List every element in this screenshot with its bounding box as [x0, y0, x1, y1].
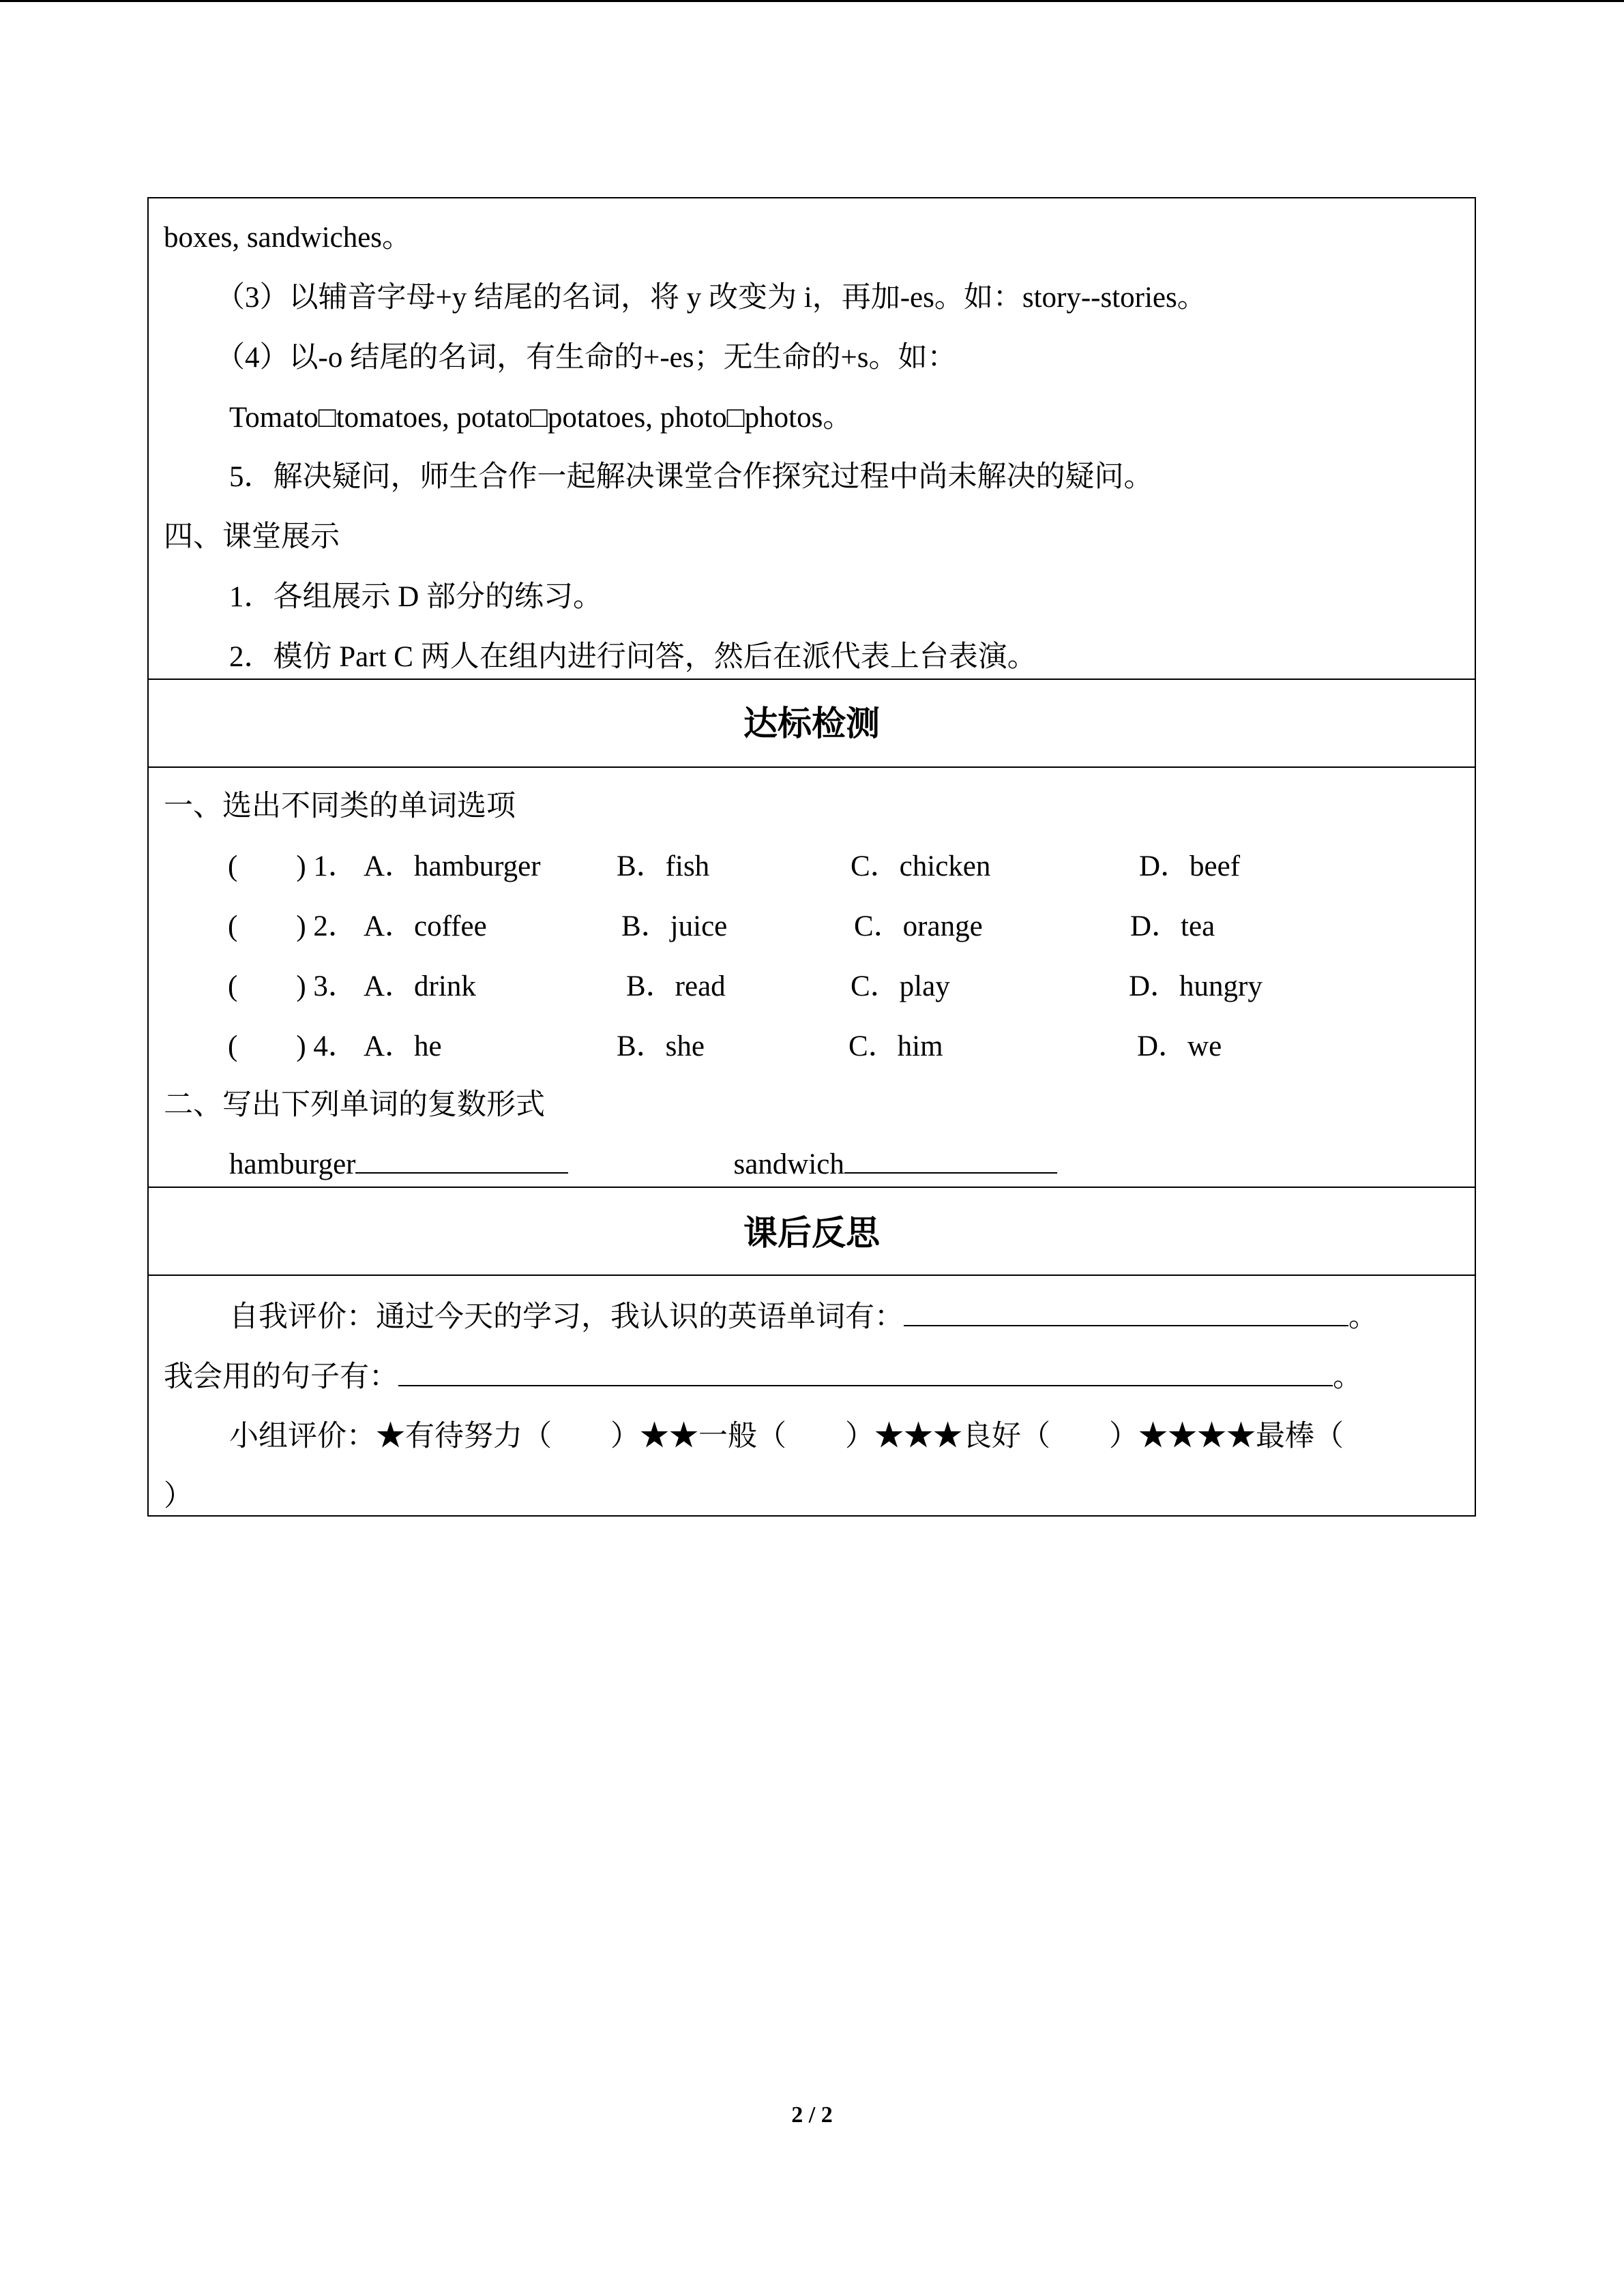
sentences-row: [164, 1358, 1362, 1397]
option-a: A．hamburger: [364, 850, 541, 882]
reflection-heading: 课后反思: [743, 1213, 880, 1253]
option-d: D．tea: [1130, 910, 1215, 942]
divider: [149, 679, 1475, 680]
answer-blank-hamburger[interactable]: [355, 1145, 568, 1174]
option-a: A．he: [364, 1030, 442, 1062]
sentences-blank[interactable]: [398, 1358, 1333, 1386]
option-d: D．we: [1137, 1030, 1222, 1062]
page-number: 2 / 2: [791, 2102, 833, 2128]
text-line-boxes: boxes, sandwiches。: [164, 222, 412, 254]
option-a: A．drink: [364, 970, 476, 1002]
group-evaluation-row: 小组评价：★有待努力（ ）★★一般（ ）★★★良好（ ）★★★★最棒（: [229, 1420, 1344, 1452]
divider: [149, 766, 1475, 768]
group-evaluation-close: ）: [164, 1480, 193, 1512]
section-4-item-1: 1．各组展示 D 部分的练习。: [229, 581, 603, 613]
period: 。: [1333, 1361, 1362, 1393]
text-rule-4: （4）以-o 结尾的名词，有生命的+-es；无生命的+s。如：: [216, 342, 957, 374]
question-row: [228, 848, 1442, 886]
option-b: B．she: [617, 1030, 705, 1062]
option-c: C．him: [848, 1030, 943, 1062]
option-b: B．fish: [617, 850, 710, 882]
sentences-label: 我会用的句子有：: [164, 1361, 398, 1393]
words-learned-blank[interactable]: [904, 1298, 1348, 1326]
check-heading: 达标检测: [743, 704, 880, 743]
text-step-5: 5．解决疑问，师生合作一起解决课堂合作探究过程中尚未解决的疑问。: [229, 461, 1153, 493]
self-evaluation-label: 自我评价：通过今天的学习，我认识的英语单词有：: [229, 1301, 904, 1333]
option-c: C．play: [851, 970, 950, 1002]
option-a: A．coffee: [364, 910, 487, 942]
plural-exercise-row: [229, 1145, 1057, 1184]
lesson-table: [147, 197, 1476, 1517]
option-c: C．chicken: [851, 850, 991, 882]
divider: [149, 1187, 1475, 1188]
question-row: [228, 1028, 1442, 1066]
divider: [149, 1274, 1475, 1276]
text-rule-3: （3）以辅音字母+y 结尾的名词，将 y 改变为 i，再加-es。如：story--stories。: [216, 282, 1207, 314]
question-number: ( ) 2．: [228, 910, 357, 942]
option-b: B．juice: [621, 910, 728, 942]
question-row: [228, 968, 1442, 1006]
section-4-item-2: 2．模仿 Part C 两人在组内进行问答，然后在派代表上台表演。: [229, 641, 1037, 673]
part-2-title: 二、写出下列单词的复数形式: [164, 1089, 545, 1121]
text-rule-4-examples: Tomato□tomatoes, potato□potatoes, photo□photos。: [229, 402, 853, 434]
question-number: ( ) 1．: [228, 850, 357, 882]
part-1-title: 一、选出不同类的单词选项: [164, 790, 516, 822]
question-number: ( ) 3．: [228, 970, 357, 1002]
answer-blank-sandwich[interactable]: [844, 1145, 1057, 1174]
option-b: B．read: [626, 970, 726, 1002]
option-c: C．orange: [854, 910, 983, 942]
question-row: [228, 908, 1442, 946]
period: 。: [1348, 1301, 1378, 1333]
option-d: D．hungry: [1129, 970, 1263, 1002]
word-hamburger: hamburger: [229, 1148, 356, 1180]
self-evaluation-row: [229, 1298, 1378, 1337]
question-number: ( ) 4．: [228, 1030, 357, 1062]
section-4-title: 四、课堂展示: [164, 521, 340, 553]
option-d: D．beef: [1139, 850, 1241, 882]
top-border: [0, 0, 1624, 2]
word-sandwich: sandwich: [733, 1148, 844, 1180]
